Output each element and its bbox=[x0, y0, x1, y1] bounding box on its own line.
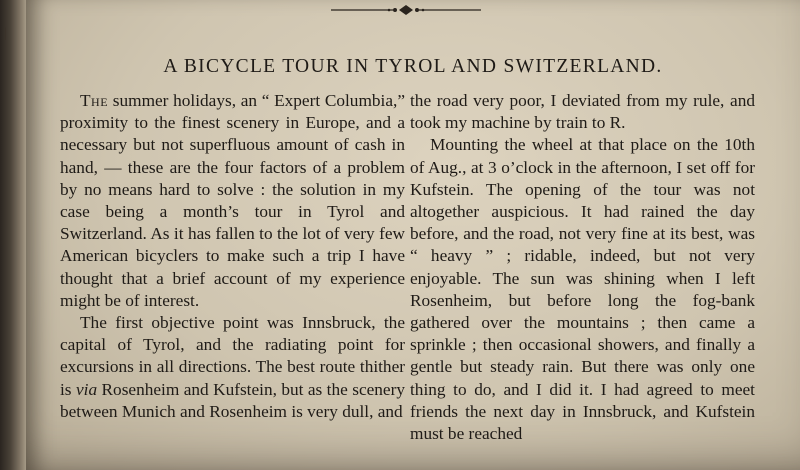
paragraph-opening bbox=[60, 90, 405, 312]
facing-page-edge bbox=[0, 0, 26, 470]
paragraph-kufstein: Mounting the wheel at that place on the 10th of Aug., at 3 o’clock in the afternoon, I set off for Kufstein. The opening of the tour was not altogether auspicious. It had rained the day before, and the road, not very fine at its best, was “ heavy ” ; ridable, indeed, but not very enjoyable. The sun was shining when I left Rosenheim, but before long the fog-bank gathered over the mountains ; then came a sprinkle ; then occasional showers, and finally a gentle but steady rain. But there was only one thing to do, and I did it. I had agreed to meet friends the next day in Innsbruck, and Kufstein must be reached bbox=[410, 135, 755, 444]
facing-page-fragment: | bbox=[4, 26, 7, 41]
lead-word: The bbox=[80, 91, 109, 110]
paragraph-route bbox=[60, 312, 405, 423]
decorative-rule-ornament-icon bbox=[331, 2, 481, 18]
italic-word: via bbox=[75, 379, 98, 399]
paragraph-text: The first objective point was Innsbruck, the capital of Tyrol, and the radiating point for excursions in all directions. The best route thither is bbox=[60, 313, 405, 399]
paragraph-continuation: the road very poor, I deviated from my rule, and took my machine by train to R. bbox=[410, 91, 755, 133]
paragraph-text: Rosenheim and Kufstein, but as the scenery between Munich and Rosenheim is very dull, and bbox=[60, 379, 405, 421]
book-page bbox=[26, 0, 800, 470]
article-title: A BICYCLE TOUR IN TYROL AND SWITZERLAND. bbox=[163, 56, 663, 77]
left-column bbox=[60, 90, 405, 423]
right-column bbox=[410, 90, 755, 445]
paragraph-text: summer holidays, an “ Expert Columbia,” proximity to the finest scenery in Europe, and a necessary but not superfluous amount of cash in hand, — these are the four factors of a problem by no means hard to solve : the solution in my case being a month’s tour in Tyrol and Switzerland. As it has fallen to the lot of very few American bicyclers to make such a trip I have thought that a brief account of my experience might be of interest. bbox=[60, 91, 405, 310]
